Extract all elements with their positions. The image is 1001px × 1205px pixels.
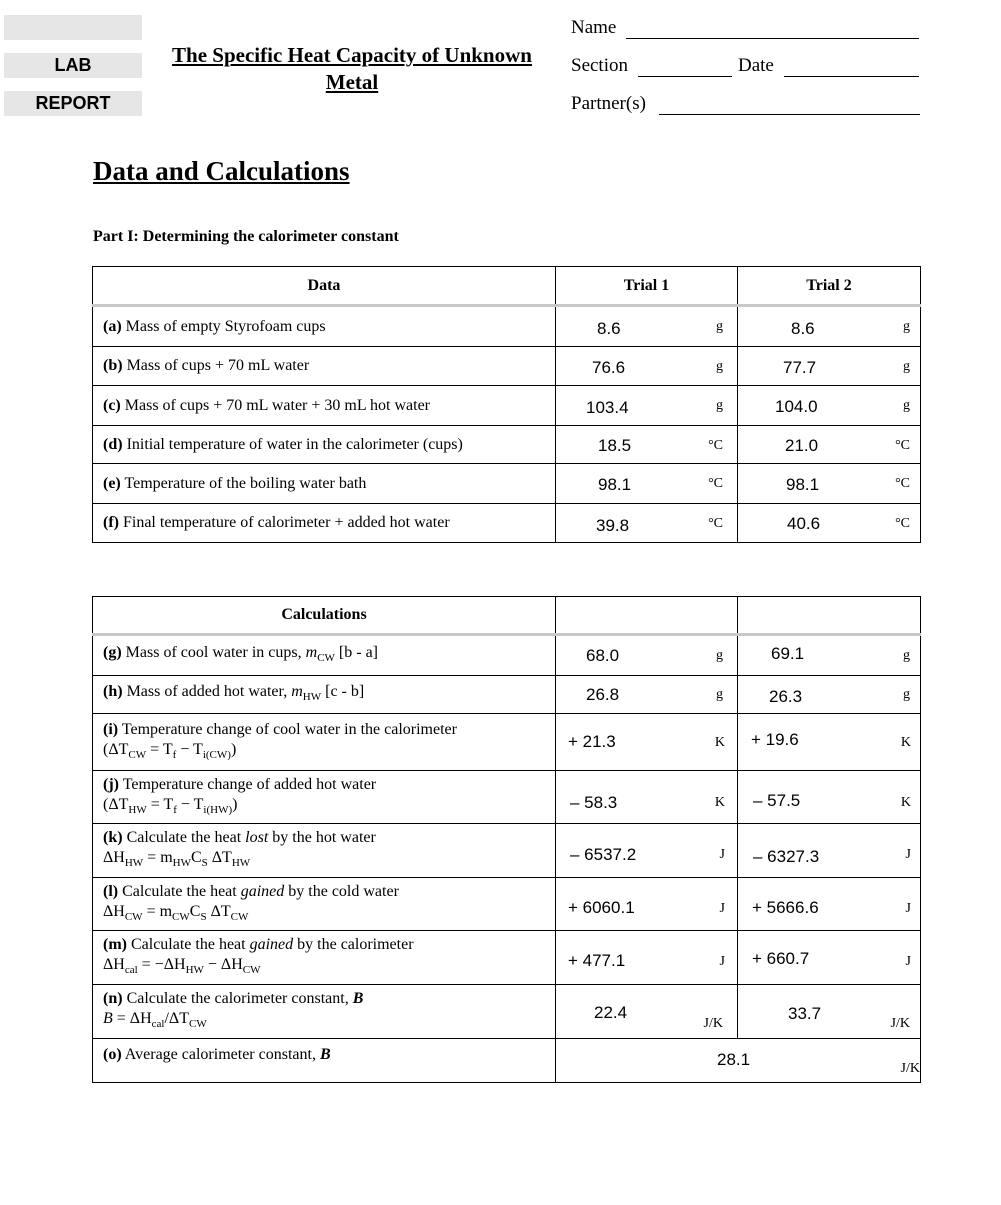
calc-table [92,596,921,1083]
row-text: Initial temperature of water in the calorimeter (cups) [122,435,463,453]
row-text: Temperature change of added hot water [118,775,377,793]
trial2-unit: °C [895,438,910,453]
row-label [93,1039,556,1083]
table-row [93,878,921,931]
trial1-cell[interactable] [556,824,738,878]
trial1-value: 39.8 [596,516,630,535]
trial1-value: 103.4 [586,398,629,417]
trial1-value: + 6060.1 [568,898,635,917]
trial2-unit: g [903,687,910,702]
trial2-cell[interactable] [738,386,921,426]
trial1-unit: g [716,359,723,374]
section-line[interactable] [638,76,732,77]
table-row [93,931,921,985]
trial1-unit: g [716,398,723,413]
trial1-unit: g [716,648,723,663]
col-trial1-header: Trial 1 [556,267,738,306]
trial1-value: – 6537.2 [570,845,637,864]
trial1-value: + 477.1 [568,951,626,970]
data-table-header [93,267,921,306]
trial2-unit: J/K [890,1016,910,1031]
row-label [93,386,556,426]
trial1-unit: g [716,687,723,702]
table-row [93,426,921,464]
trial2-cell[interactable] [738,347,921,386]
row-label [93,824,556,878]
row-label [93,426,556,464]
row-key: (d) [103,435,123,453]
trial2-unit: g [903,648,910,663]
report-label: REPORT [4,91,142,116]
table-row [93,347,921,386]
row-text-tail: by the cold water [284,882,399,900]
row-equation: $\Delta H_{cal} = -\Delta H_{HW} - \Delta H_{CW}$ [103,956,261,976]
row-key: (o) [103,1046,122,1063]
trial1-value: 68.0 [586,646,620,665]
row-key: (n) [103,990,123,1007]
row-label [93,504,556,543]
row-tail: [b - a] [334,644,379,661]
partners-line[interactable] [659,114,920,115]
trial1-value: 22.4 [594,1003,628,1022]
row-text: Calculate the calorimeter constant, [122,990,353,1007]
row-text: Final temperature of calorimeter + added hot water [118,514,450,531]
row-text: Mass of cool water in cups, [121,644,306,661]
trial2-unit: J [905,954,911,969]
row-equation: $(\Delta T_{CW} = T_f - T_{i(CW)})$ [103,740,237,761]
trial2-cell[interactable] [738,771,921,824]
trial2-value: 33.7 [788,1004,822,1023]
row-var-sub: HW [302,691,322,703]
trial2-unit: °C [895,476,910,491]
row-key: (a) [103,317,122,335]
trial1-cell[interactable] [556,931,738,985]
trial2-cell[interactable] [738,504,921,543]
trial2-value: 40.6 [787,514,821,533]
trial2-value: 98.1 [786,475,820,494]
row-text: Mass of empty Styrofoam cups [121,317,326,335]
trial1-value: 98.1 [598,475,632,494]
trial1-value: 76.6 [592,358,626,377]
trial1-cell[interactable] [556,426,738,464]
name-label: Name [571,17,617,38]
row-key: (e) [103,474,121,492]
row-label [93,306,556,347]
trial2-value: + 660.7 [752,949,810,968]
trial2-cell[interactable] [738,878,921,931]
row-equation: $B = \Delta H_{cal}/\Delta T_{CW}$ [103,1010,207,1030]
row-var: m [291,683,303,700]
trial2-cell[interactable] [738,464,921,504]
trial2-unit: J [905,901,911,916]
calc-table-header [93,597,921,635]
row-label [93,985,556,1039]
trial1-cell[interactable] [556,771,738,824]
trial2-value: + 5666.6 [752,898,819,917]
row-label [93,878,556,931]
trial2-value: 21.0 [785,436,819,455]
partners-label: Partner(s) [571,93,646,114]
trial1-unit: K [714,795,725,810]
row-text: Calculate the heat [126,936,250,953]
col-calc-header: Calculations [93,597,556,635]
trial1-unit: J [719,954,725,969]
row-label [93,347,556,386]
trial2-value: 26.3 [769,687,803,706]
trial2-value: 104.0 [775,397,818,416]
table-row [93,464,921,504]
trial1-cell[interactable] [556,347,738,386]
trial2-unit: g [903,398,910,413]
row-label [93,464,556,504]
row-equation: $\Delta H_{HW} = m_{HW}C_S$ $\Delta T_{HW}$ [103,849,251,869]
trial2-unit: g [903,319,910,334]
row-key: (j) [103,775,119,793]
row-key: (c) [103,396,121,414]
trial2-value: + 19.6 [751,730,799,749]
trial1-cell[interactable] [556,878,738,931]
row-text: Calculate the heat [118,882,241,900]
trial2-cell[interactable] [738,426,921,464]
trial2-cell[interactable] [738,714,921,771]
row-emphasis: B [319,1046,331,1063]
row-label [93,676,556,714]
trial1-cell[interactable] [556,714,738,771]
row-text: Temperature of the boiling water bath [120,474,367,492]
row-emphasis: B [352,990,364,1007]
name-line[interactable] [626,38,919,39]
trial1-unit: J [719,847,725,862]
row-key: (g) [103,644,122,661]
average-cell[interactable] [556,1039,921,1083]
row-var: m [305,644,318,661]
trial1-value: + 21.3 [568,732,616,751]
row-key: (m) [103,936,127,953]
col-calc-trial2-blank [738,597,921,635]
row-emphasis: lost [245,829,269,846]
row-label [93,635,556,676]
table-row [93,824,921,878]
table-row [93,771,921,824]
section-label: Section [571,55,628,76]
trial1-unit: K [714,735,725,750]
table-row [93,504,921,543]
trial1-cell[interactable] [556,464,738,504]
row-text: Average calorimeter constant, [121,1046,320,1063]
row-label [93,931,556,985]
row-key: (b) [103,357,123,374]
date-label: Date [738,55,774,76]
table-row [93,1039,921,1083]
average-value: 28.1 [717,1050,751,1069]
report-title: The Specific Heat Capacity of Unknown Metal [172,43,532,94]
trial2-unit: K [900,735,911,750]
section-heading: Data and Calculations [93,156,350,186]
date-line[interactable] [784,76,919,77]
trial2-value: 8.6 [791,319,815,338]
row-text: Mass of cups + 70 mL water + 30 mL hot water [120,396,431,414]
row-var-sub: CW [317,652,335,664]
row-key: (l) [103,882,119,900]
row-emphasis: gained [249,936,294,953]
trial1-cell[interactable] [556,504,738,543]
header-blank-box [4,15,142,40]
trial1-unit: °C [708,438,723,453]
trial2-cell[interactable] [738,931,921,985]
lab-label: LAB [4,53,142,78]
col-data-header: Data [93,267,556,306]
trial2-unit: J [905,847,911,862]
trial1-cell[interactable] [556,386,738,426]
row-text: Calculate the heat [122,829,246,846]
trial2-value: 69.1 [771,644,805,663]
trial2-value: – 57.5 [753,791,801,810]
trial1-unit: J [719,901,725,916]
row-text: Temperature change of cool water in the calorimeter [118,720,457,738]
row-equation: $(\Delta T_{HW} = T_f - T_{i(HW)})$ [103,795,238,816]
table-row [93,714,921,771]
trial1-cell[interactable] [556,676,738,714]
row-tail: [c - b] [321,683,365,700]
average-unit: J/K [900,1061,920,1076]
col-trial2-header: Trial 2 [738,267,921,306]
table-row [93,306,921,347]
part-label: Part I: Determining the calorimeter constant [93,228,399,245]
trial2-cell[interactable] [738,985,921,1039]
trial1-value: 18.5 [598,436,632,455]
trial2-cell[interactable] [738,306,921,347]
row-key: (i) [103,720,119,738]
trial2-value: – 6327.3 [753,847,820,866]
table-row [93,985,921,1039]
trial1-cell[interactable] [556,985,738,1039]
trial2-unit: K [900,795,911,810]
trial1-cell[interactable] [556,306,738,347]
trial2-cell[interactable] [738,824,921,878]
trial1-unit: g [716,319,723,334]
col-calc-trial1-blank [556,597,738,635]
trial1-unit: °C [708,516,723,531]
trial2-cell[interactable] [738,676,921,714]
table-row [93,676,921,714]
trial1-unit: °C [708,476,723,491]
trial2-value: 77.7 [783,358,817,377]
row-key: (h) [103,683,123,700]
trial2-unit: g [903,359,910,374]
row-label [93,771,556,824]
trial1-value: 8.6 [597,319,621,338]
row-label [93,714,556,771]
row-key: (k) [103,829,123,846]
trial1-cell[interactable] [556,635,738,676]
table-row [93,635,921,676]
trial1-value: – 58.3 [570,793,618,812]
trial2-cell[interactable] [738,635,921,676]
row-emphasis: gained [240,882,285,900]
table-row [93,386,921,426]
trial1-value: 26.8 [586,685,620,704]
row-equation: $\Delta H_{CW} = m_{CW}C_S$ $\Delta T_{CW}$ [103,902,249,923]
row-key: (f) [103,514,119,531]
row-text-tail: by the hot water [268,829,376,846]
row-text-tail: by the calorimeter [293,936,414,953]
data-table [92,266,921,543]
trial1-unit: J/K [703,1016,723,1031]
row-text: Mass of added hot water, [122,683,292,700]
row-text: Mass of cups + 70 mL water [122,357,310,374]
trial2-unit: °C [895,516,910,531]
